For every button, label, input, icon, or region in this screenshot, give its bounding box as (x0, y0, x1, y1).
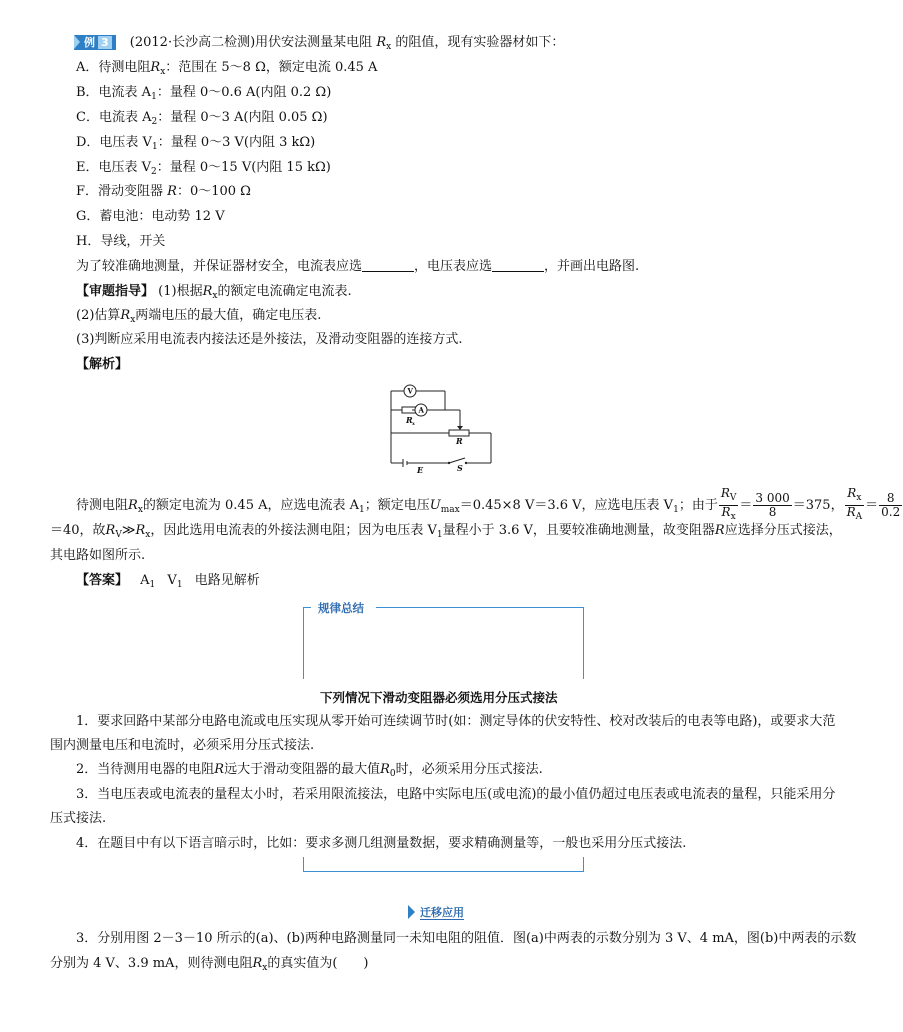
transfer-question-a: 3．分别用图 2－3－10 所示的(a)、(b)两种电路测量同一未知电阻的阻值．图(a)中两表的示数分别为 3 V、4 mA，图(b)中两表的示数 (76, 931, 857, 946)
ammeter-label: A (418, 405, 424, 415)
summary-item-1b: 围内测量电压和电流时，必须采用分压式接法. (50, 738, 315, 753)
summary-item-1a: 1．要求回路中某部分电路电流或电压实现从零开始可连续调节时(如：测定导体的伏安特性、校对改装后的电表等电路)，或要求大范 (76, 714, 836, 729)
answer-blank-ammeter (362, 259, 414, 272)
summary-heading: 下列情况下滑动变阻器必须选用分压式接法 (320, 690, 558, 705)
voltmeter-label: V (407, 386, 413, 396)
option-b: B．电流表 $A_1$：量程 0～0.6 A(内阻 0.2 Ω) (76, 85, 332, 102)
guide-line-2: (2)估算$R_x$两端电压的最大值，确定电压表. (76, 308, 322, 325)
box-right-line (583, 607, 584, 679)
option-c: C．电流表 $A_2$：量程 0～3 A(内阻 0.05 Ω) (76, 110, 328, 127)
switch-label: S (457, 463, 463, 473)
example-tag: 例 3 (74, 35, 116, 50)
option-f: F．滑动变阻器 R：0～100 Ω (76, 184, 251, 199)
summary-item-2: 2．当待测用电器的电阻R远大于滑动变阻器的最大值$R_0$时，必须采用分压式接法. (76, 762, 543, 779)
option-g: G．蓄电池：电动势 12 V (76, 209, 225, 224)
example-source: (2012·长沙高二检测) (129, 35, 256, 50)
answer-line: 【答案】 $A_1$ $V_1$ 电路见解析 (76, 573, 260, 590)
analysis-line-1: 待测电阻$R_x$的额定电流为 0.45 A，应选电流表 $A_1$；额定电压$U_{max}=0.45\times 8$ V＝3.6 V，应选电压表 $V_1$；由于 $\frac{R_V}{R_x}$ ＝ $\frac{3 000}{8}$ ＝375， $\frac{R_x}{R_A}$ ＝ $\frac{8}{0.2}$ (76, 486, 901, 522)
transfer-question-b: 分别为 4 V、3.9 mA，则待测电阻$R_x$的真实值为( ) (50, 956, 369, 973)
transfer-tag: 迁移应用 (408, 905, 468, 920)
option-e: E．电压表 $V_2$：量程 0～15 V(内阻 15 kΩ) (76, 160, 331, 177)
example-header: 例 3 (2012·长沙高二检测)用伏安法测量某电阻 $R_x$ 的阻值，现有实验器材如下： (74, 34, 564, 56)
fraction-3000-8: $\frac{3 000}{8}$ (755, 491, 790, 519)
svg-text:x: x (412, 421, 415, 427)
battery-label: E (417, 465, 424, 475)
circuit-diagram (385, 381, 495, 473)
fraction-rx-ra: $\frac{R_x}{R_A}$ (846, 486, 863, 522)
option-h: H．导线，开关 (76, 234, 166, 249)
box-top-right-line (376, 607, 584, 608)
fraction-rv-rx: $\frac{R_V}{R_x}$ (720, 486, 737, 522)
guide-line-1: 【审题指导】 (1)根据$R_x$的额定电流确定电流表. (76, 284, 352, 301)
box-top-left-line (303, 607, 311, 608)
transfer-header (408, 904, 468, 922)
analysis-label: 【解析】 (76, 357, 129, 372)
box-left-line (303, 607, 304, 679)
rheostat-label: R (456, 436, 463, 446)
rx-label: R (406, 415, 413, 425)
box-bottom-line (303, 871, 584, 872)
answer-blank-voltmeter (492, 259, 544, 272)
box-bottom-left-line (303, 857, 304, 872)
option-d: D．电压表 $V_1$：量程 0～3 V(内阻 3 kΩ) (76, 135, 316, 152)
guide-label: 【审题指导】 (76, 284, 155, 299)
option-a: A．待测电阻$R_x$：范围在 5～8 Ω，额定电流 0.45 A (76, 60, 378, 77)
analysis-line-2: ＝40，故$R_V≫R_x$，因此选用电流表的外接法测电阻；因为电压表 $V_1$量程小于 3.6 V，且要较准确地测量，故变阻器R应选择分压式接法， (50, 523, 842, 540)
answer-label: 【答案】 (76, 573, 129, 588)
analysis-line-3: 其电路如图所示. (50, 548, 146, 563)
fraction-8-0.2: $\frac{8}{0.2}$ (881, 491, 901, 519)
question-line: 为了较准确地测量，并保证器材安全，电流表应选 ，电压表应选 ，并画出电路图. (76, 259, 640, 274)
play-arrow-icon (408, 905, 415, 919)
box-bottom-right-line (583, 857, 584, 872)
summary-item-4: 4．在题目中有以下语言暗示时，比如：要求多测几组测量数据，要求精确测量等，一般也采用分压式接法. (76, 836, 687, 851)
summary-item-3a: 3．当电压表或电流表的量程太小时，若采用限流接法，电路中实际电压(或电流)的最小值仍超过电压表或电流表的量程，只能采用分 (76, 787, 836, 802)
summary-box-title: 规律总结 (318, 601, 364, 615)
summary-item-3b: 压式接法. (50, 811, 107, 826)
guide-line-3: (3)判断应采用电流表内接法还是外接法，及滑动变阻器的连接方式. (76, 332, 463, 347)
